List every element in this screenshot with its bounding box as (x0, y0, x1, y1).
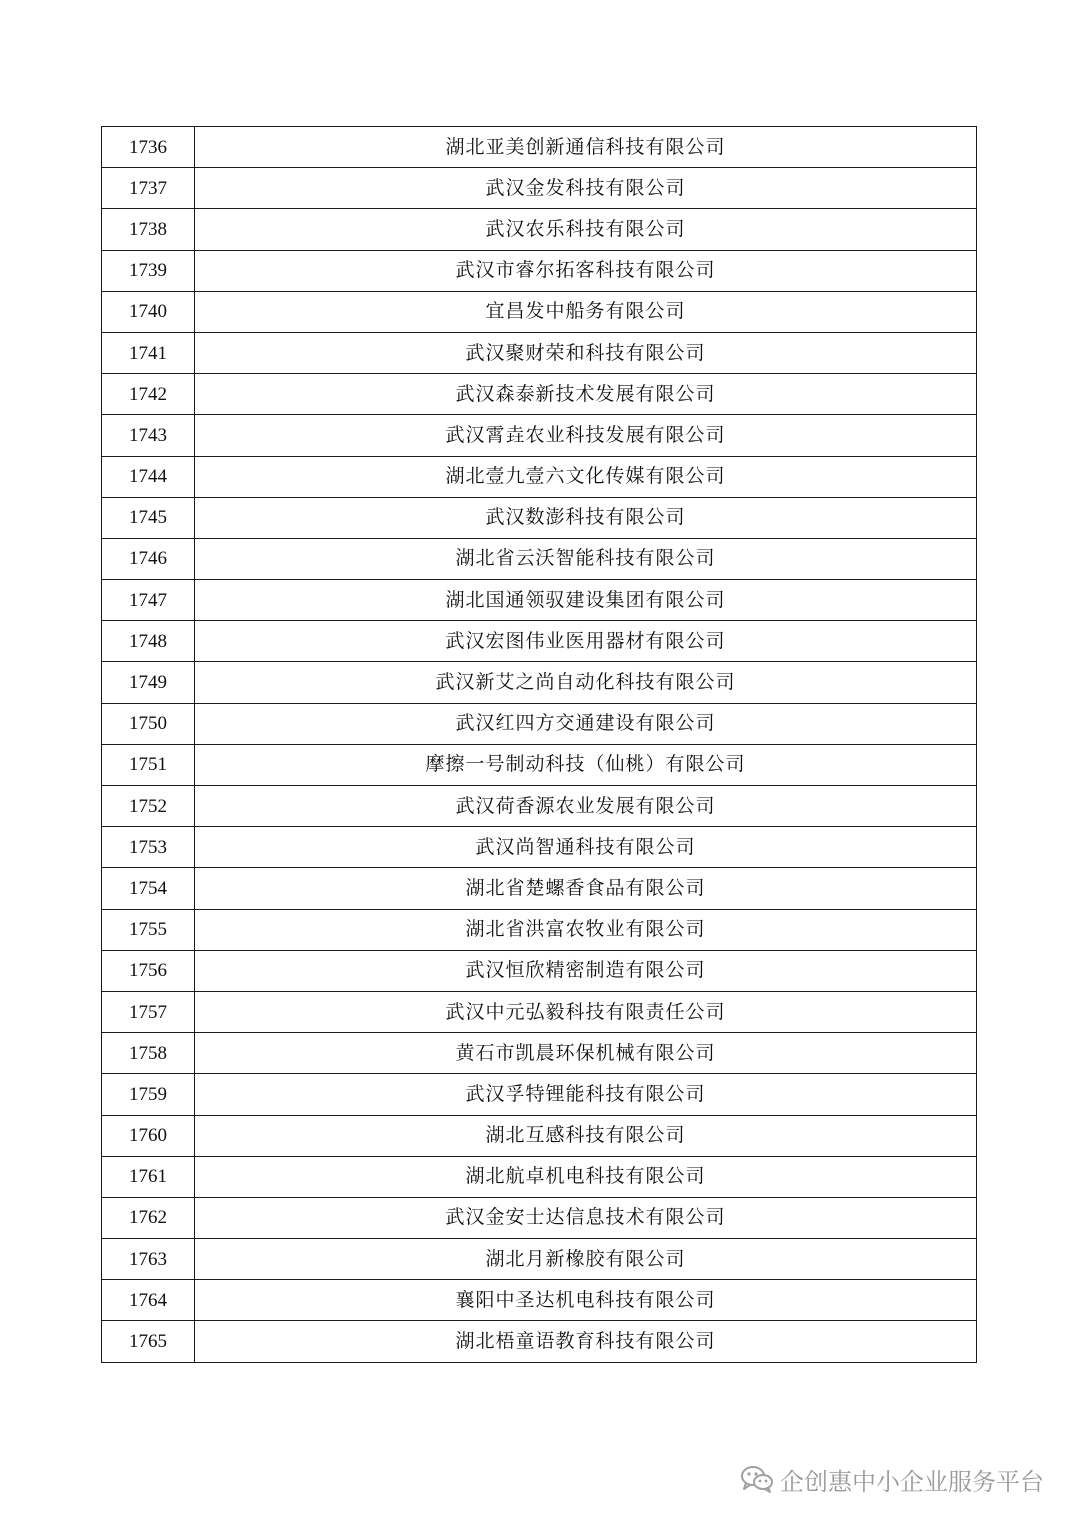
table-row (102, 1156, 977, 1197)
company-name: 武汉荷香源农业发展有限公司 (195, 786, 977, 827)
company-name: 武汉中元弘毅科技有限责任公司 (195, 991, 977, 1032)
row-number: 1741 (102, 332, 195, 373)
table-row (102, 332, 977, 373)
row-number: 1738 (102, 209, 195, 250)
company-table (101, 126, 977, 1363)
table-row (102, 827, 977, 868)
company-name: 武汉恒欣精密制造有限公司 (195, 950, 977, 991)
row-number: 1742 (102, 374, 195, 415)
company-name: 武汉尚智通科技有限公司 (195, 827, 977, 868)
company-name: 武汉市睿尔拓客科技有限公司 (195, 250, 977, 291)
table-row (102, 250, 977, 291)
company-name: 武汉红四方交通建设有限公司 (195, 703, 977, 744)
company-name: 武汉金安士达信息技术有限公司 (195, 1197, 977, 1238)
table-row (102, 786, 977, 827)
table-row (102, 1321, 977, 1362)
row-number: 1756 (102, 950, 195, 991)
table-row (102, 744, 977, 785)
company-name: 摩擦一号制动科技（仙桃）有限公司 (195, 744, 977, 785)
company-name: 湖北月新橡胶有限公司 (195, 1239, 977, 1280)
table-row (102, 127, 977, 168)
watermark-text: 企创惠中小企业服务平台 (780, 1467, 1044, 1496)
row-number: 1745 (102, 497, 195, 538)
row-number: 1759 (102, 1074, 195, 1115)
table-row (102, 415, 977, 456)
row-number: 1739 (102, 250, 195, 291)
company-name: 武汉森泰新技术发展有限公司 (195, 374, 977, 415)
table-row (102, 291, 977, 332)
table-row (102, 1197, 977, 1238)
table-row (102, 950, 977, 991)
row-number: 1736 (102, 127, 195, 168)
table-row (102, 538, 977, 579)
table-body (102, 127, 977, 1363)
table-row (102, 209, 977, 250)
row-number: 1752 (102, 786, 195, 827)
table-row (102, 868, 977, 909)
row-number: 1751 (102, 744, 195, 785)
company-name: 湖北互感科技有限公司 (195, 1115, 977, 1156)
table-row (102, 703, 977, 744)
table-row (102, 1074, 977, 1115)
row-number: 1753 (102, 827, 195, 868)
row-number: 1740 (102, 291, 195, 332)
company-name: 湖北省洪富农牧业有限公司 (195, 909, 977, 950)
company-name: 黄石市凯晨环保机械有限公司 (195, 1033, 977, 1074)
company-name: 武汉金发科技有限公司 (195, 168, 977, 209)
table-row (102, 1033, 977, 1074)
company-name: 武汉农乐科技有限公司 (195, 209, 977, 250)
row-number: 1763 (102, 1239, 195, 1280)
row-number: 1747 (102, 580, 195, 621)
row-number: 1737 (102, 168, 195, 209)
row-number: 1760 (102, 1115, 195, 1156)
company-name: 武汉宏图伟业医用器材有限公司 (195, 621, 977, 662)
company-name: 湖北航卓机电科技有限公司 (195, 1156, 977, 1197)
company-name: 武汉霄垚农业科技发展有限公司 (195, 415, 977, 456)
company-name: 襄阳中圣达机电科技有限公司 (195, 1280, 977, 1321)
table-row (102, 1280, 977, 1321)
company-name: 湖北壹九壹六文化传媒有限公司 (195, 456, 977, 497)
row-number: 1764 (102, 1280, 195, 1321)
row-number: 1746 (102, 538, 195, 579)
table-row (102, 456, 977, 497)
company-name: 武汉数澎科技有限公司 (195, 497, 977, 538)
row-number: 1755 (102, 909, 195, 950)
row-number: 1750 (102, 703, 195, 744)
watermark (740, 1462, 1044, 1496)
row-number: 1743 (102, 415, 195, 456)
table-row (102, 580, 977, 621)
wechat-icon (740, 1464, 774, 1494)
company-name: 湖北梧童语教育科技有限公司 (195, 1321, 977, 1362)
row-number: 1748 (102, 621, 195, 662)
company-name: 武汉孚特锂能科技有限公司 (195, 1074, 977, 1115)
row-number: 1762 (102, 1197, 195, 1238)
table-row (102, 909, 977, 950)
table-row (102, 662, 977, 703)
company-name: 武汉聚财荣和科技有限公司 (195, 332, 977, 373)
row-number: 1761 (102, 1156, 195, 1197)
table-row (102, 1239, 977, 1280)
row-number: 1749 (102, 662, 195, 703)
row-number: 1758 (102, 1033, 195, 1074)
company-name: 湖北省云沃智能科技有限公司 (195, 538, 977, 579)
row-number: 1765 (102, 1321, 195, 1362)
table-row (102, 1115, 977, 1156)
table-row (102, 497, 977, 538)
table-row (102, 621, 977, 662)
row-number: 1744 (102, 456, 195, 497)
row-number: 1754 (102, 868, 195, 909)
company-name: 湖北国通领驭建设集团有限公司 (195, 580, 977, 621)
table-row (102, 168, 977, 209)
company-name: 湖北省楚螺香食品有限公司 (195, 868, 977, 909)
company-name: 宜昌发中船务有限公司 (195, 291, 977, 332)
company-name: 湖北亚美创新通信科技有限公司 (195, 127, 977, 168)
table-row (102, 374, 977, 415)
table-row (102, 991, 977, 1032)
row-number: 1757 (102, 991, 195, 1032)
company-name: 武汉新艾之尚自动化科技有限公司 (195, 662, 977, 703)
